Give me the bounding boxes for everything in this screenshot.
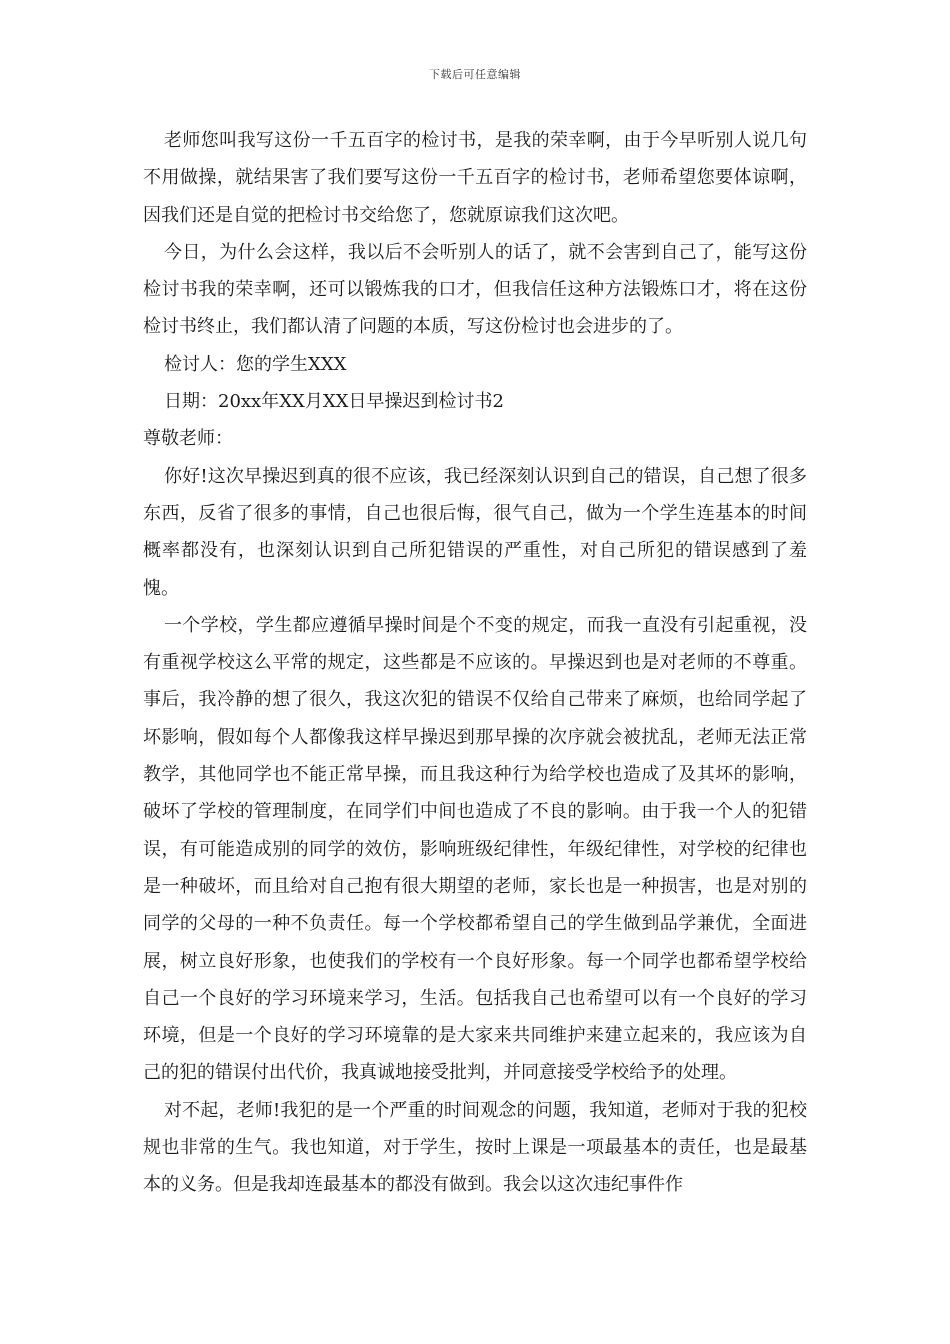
paragraph: 今日，为什么会这样，我以后不会听别人的话了，就不会害到自己了，能写这份检讨书我的荣幸啊，还可以锻炼我的口才，但我信任这种方法锻炼口才，将在这份检讨书终止，我们都认清了问题的本质，写这份检讨也会进步的了。 [143,241,807,338]
signature-line: 检讨人：您的学生XXX [164,353,347,375]
salutation: 尊敬老师： [143,428,233,450]
paragraph: 一个学校，学生都应遵循早操时间是个不变的规定，而我一直没有引起重视，没有重视学校这么平常的规定，这些都是不应该的。早操迟到也是对老师的不尊重。事后，我冷静的想了很久，我这次犯的错误不仅给自己带来了麻烦，也给同学起了坏影响，假如每个人都像我这样早操迟到那早操的次序就会被扰乱，老师无法正常教学，其他同学也不能正常早操，而且我这种行为给学校也造成了及其坏的影响，破坏了学校的管理制度，在同学们中间也造成了不良的影响。由于我一个人的犯错误，有可能造成别的同学的效仿，影响班级纪律性，年级纪律性，对学校的纪律也是一种破坏，而且给对自己抱有很大期望的老师，家长也是一种损害，也是对别的同学的父母的一种不负责任。每一个学校都希望自己的学生做到品学兼优，全面进展，树立良好形象，也使我们的学校有一个良好形象。每一个同学也都希望学校给自己一个良好的学习环境来学习，生活。包括我自己也希望可以有一个良好的学习环境，但是一个良好的学习环境靠的是大家来共同维护来建立起来的，我应该为自己的犯的错误付出代价，我真诚地接受批判，并同意接受学校给予的处理。 [143,614,807,1084]
paragraph: 老师您叫我写这份一千五百字的检讨书，是我的荣幸啊，由于今早听别人说几句不用做操，就结果害了我们要写这份一千五百字的检讨书，老师希望您要体谅啊，因我们还是自觉的把检讨书交给您了，您就原谅我们这次吧。 [143,130,807,226]
paragraph: 对不起，老师!我犯的是一个严重的时间观念的问题，我知道，老师对于我的犯校规也非常的生气。我也知道，对于学生，按时上课是一项最基本的责任，也是最基本的义务。但是我却连最基本的都没有做到。我会以这次违纪事件作 [143,1099,807,1196]
date-title-line: 日期：20xx年XX月XX日早操迟到检讨书2 [164,391,504,413]
header-note: 下载后可任意编辑 [429,68,521,81]
document-body [143,122,807,1204]
paragraph: 你好!这次早操迟到真的很不应该，我已经深刻认识到自己的错误，自己想了很多东西，反省了很多的事情，自己也很后悔，很气自己，做为一个学生连基本的时间概率都没有，也深刻认识到自己所犯错误的严重性，对自己所犯的错误感到了羞愧。 [143,465,807,599]
